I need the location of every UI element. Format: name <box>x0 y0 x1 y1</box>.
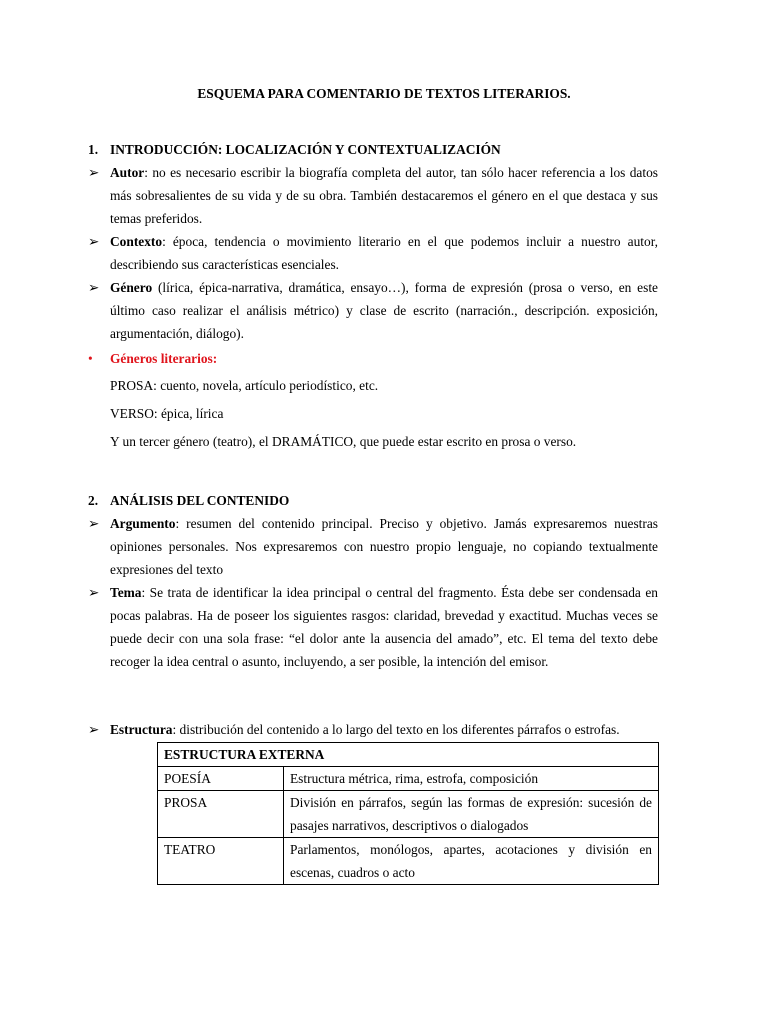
document-title: ESQUEMA PARA COMENTARIO DE TEXTOS LITERARIOS. <box>197 86 571 101</box>
text-argumento: : resumen del contenido principal. Preciso y objetivo. Jamás expresaremos nuestras opiniones personales. Nos expresaremos con nuestro propio lenguaje, no copiando textualmente expresiones del texto <box>110 516 658 577</box>
table-row <box>158 838 659 885</box>
red-dot-bullet-icon: • <box>88 351 93 366</box>
term-estructura: Estructura <box>110 722 173 737</box>
section-1-title: INTRODUCCIÓN: LOCALIZACIÓN Y CONTEXTUALIZACIÓN <box>110 142 501 157</box>
section-2-heading <box>88 489 289 512</box>
text-estructura: : distribución del contenido a lo largo del texto en los diferentes párrafos o estrofas. <box>172 722 620 737</box>
arrow-bullet-icon: ➢ <box>88 585 100 600</box>
table-cell-type: TEATRO <box>158 838 284 885</box>
text-genero: (lírica, épica-narrativa, dramática, ensayo…), forma de expresión (prosa o verso, en este último caso realizar el análisis métrico) y clase de escrito (narración., descripción. exposición, argumentación, diálogo). <box>110 280 658 341</box>
arrow-bullet-icon: ➢ <box>88 165 100 180</box>
list-item-genero <box>88 276 658 345</box>
genre-prosa: PROSA: cuento, novela, artículo periodístico, etc. <box>110 378 379 393</box>
generos-literarios-label: Géneros literarios: <box>110 351 218 366</box>
table-header: ESTRUCTURA EXTERNA <box>158 743 659 767</box>
table-cell-type: POESÍA <box>158 767 284 791</box>
table-row <box>158 791 659 838</box>
section-1-heading <box>88 138 501 161</box>
list-item-estructura <box>88 718 658 741</box>
term-genero: Género <box>110 280 153 295</box>
list-item-generos-literarios <box>88 347 658 370</box>
term-contexto: Contexto <box>110 234 163 249</box>
term-tema: Tema <box>110 585 142 600</box>
arrow-bullet-icon: ➢ <box>88 280 100 295</box>
table-cell-desc: Parlamentos, monólogos, apartes, acotaciones y división en escenas, cuadros o acto <box>284 838 659 885</box>
arrow-bullet-icon: ➢ <box>88 516 100 531</box>
section-2-number: 2. <box>88 493 99 508</box>
table-cell-type: PROSA <box>158 791 284 838</box>
genre-tercer: Y un tercer género (teatro), el DRAMÁTICO, que puede estar escrito en prosa o verso. <box>110 434 577 449</box>
list-item-tema <box>88 581 658 673</box>
list-item-argumento <box>88 512 658 581</box>
text-contexto: : época, tendencia o movimiento literario en el que podemos incluir a nuestro autor, describiendo sus características esenciales. <box>110 234 658 272</box>
text-autor: : no es necesario escribir la biografía completa del autor, tan sólo hacer referencia a los datos más sobresalientes de su vida y de su obra. También destacaremos el género en el que destaca y sus temas preferidos. <box>110 165 658 226</box>
table-row <box>158 767 659 791</box>
section-2-title: ANÁLISIS DEL CONTENIDO <box>110 493 290 508</box>
table-header-row <box>158 743 659 767</box>
arrow-bullet-icon: ➢ <box>88 722 100 737</box>
text-tema: : Se trata de identificar la idea principal o central del fragmento. Ésta debe ser condensada en pocas palabras. Ha de poseer los siguientes rasgos: claridad, brevedad y exactitud. Muchas veces se puede decir con una sola frase: “el dolor ante la ausencia del amado”, etc. El tema del texto debe recoger la idea central o asunto, incluyendo, a ser posible, la intención del emisor. <box>110 585 658 669</box>
genre-verso: VERSO: épica, lírica <box>110 406 224 421</box>
table-cell-desc: Estructura métrica, rima, estrofa, composición <box>284 767 659 791</box>
estructura-externa-table <box>157 742 659 885</box>
term-autor: Autor <box>110 165 145 180</box>
term-argumento: Argumento <box>110 516 176 531</box>
arrow-bullet-icon: ➢ <box>88 234 100 249</box>
section-1-number: 1. <box>88 142 99 157</box>
table-cell-desc: División en párrafos, según las formas de expresión: sucesión de pasajes narrativos, descriptivos o dialogados <box>284 791 659 838</box>
list-item-contexto <box>88 230 658 276</box>
list-item-autor <box>88 161 658 230</box>
